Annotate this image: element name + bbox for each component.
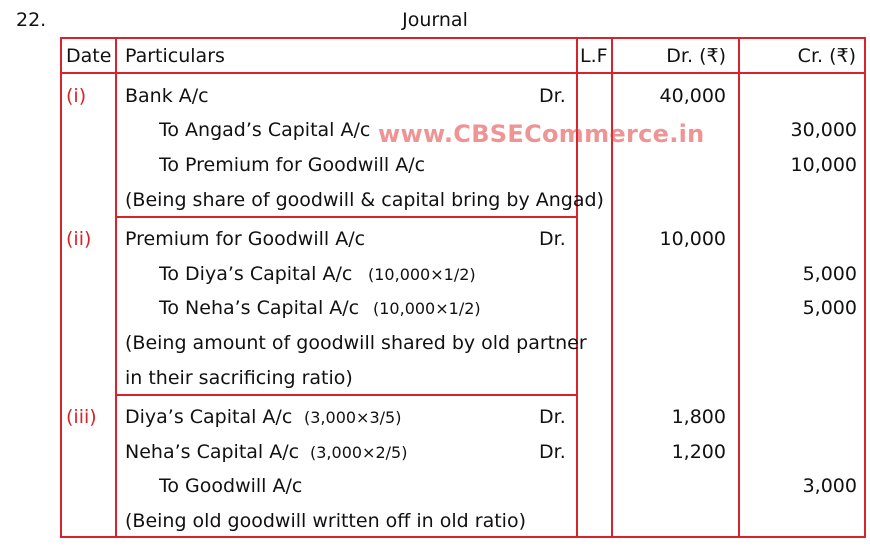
- dr-amount: 1,200: [671, 441, 726, 463]
- narration: (Being share of goodwill & capital bring by Angad): [125, 189, 604, 211]
- entry-date: (ii): [66, 228, 92, 250]
- particular-line: Premium for Goodwill A/c: [125, 228, 366, 250]
- particular-line: Neha’s Capital A/c: [125, 441, 300, 463]
- header-bottom-border: [60, 72, 866, 74]
- col-border-particulars: [576, 37, 578, 538]
- entry-date: (iii): [66, 406, 97, 428]
- col-border-right: [864, 37, 866, 538]
- col-border-left: [60, 37, 62, 538]
- calculation-note: (3,000×3/5): [304, 408, 402, 427]
- col-border-date: [115, 37, 117, 538]
- entry-separator-2: [115, 394, 578, 396]
- watermark: www.CBSECommerce.in: [378, 120, 705, 148]
- question-number: 22.: [16, 9, 47, 31]
- col-border-dr: [738, 37, 740, 538]
- particular-line: To Angad’s Capital A/c: [159, 119, 371, 141]
- cr-amount: 5,000: [802, 297, 857, 319]
- particular-line: To Diya’s Capital A/c: [159, 263, 353, 285]
- particular-line: To Goodwill A/c: [159, 475, 303, 497]
- header-lf: L.F: [580, 45, 608, 67]
- header-particulars: Particulars: [125, 45, 225, 67]
- particular-line: Diya’s Capital A/c: [125, 406, 293, 428]
- particular-line: Bank A/c: [125, 85, 209, 107]
- dr-amount: 40,000: [659, 85, 726, 107]
- calculation-note: (3,000×2/5): [310, 443, 408, 462]
- particular-line: To Premium for Goodwill A/c: [159, 154, 426, 176]
- cr-amount: 30,000: [790, 119, 857, 141]
- header-date: Date: [66, 45, 112, 67]
- narration: in their sacrificing ratio): [125, 367, 353, 389]
- cr-amount: 5,000: [802, 263, 857, 285]
- calculation-note: (10,000×1/2): [368, 265, 476, 284]
- table-bottom-border: [60, 536, 866, 538]
- dr-marker: Dr.: [539, 85, 566, 107]
- journal-title: Journal: [402, 9, 468, 31]
- dr-marker: Dr.: [539, 441, 566, 463]
- table-top-border: [60, 37, 866, 39]
- calculation-note: (10,000×1/2): [373, 299, 481, 318]
- entry-date: (i): [66, 85, 87, 107]
- cr-amount: 10,000: [790, 154, 857, 176]
- entry-separator-1: [115, 216, 578, 218]
- cr-amount: 3,000: [802, 475, 857, 497]
- particular-line: To Neha’s Capital A/c: [159, 297, 360, 319]
- dr-marker: Dr.: [539, 228, 566, 250]
- dr-amount: 10,000: [659, 228, 726, 250]
- dr-marker: Dr.: [539, 406, 566, 428]
- narration: (Being old goodwill written off in old ratio): [125, 510, 526, 532]
- header-dr: Dr. (₹): [666, 45, 726, 67]
- dr-amount: 1,800: [671, 406, 726, 428]
- narration: (Being amount of goodwill shared by old partner: [125, 332, 587, 354]
- header-cr: Cr. (₹): [797, 45, 856, 67]
